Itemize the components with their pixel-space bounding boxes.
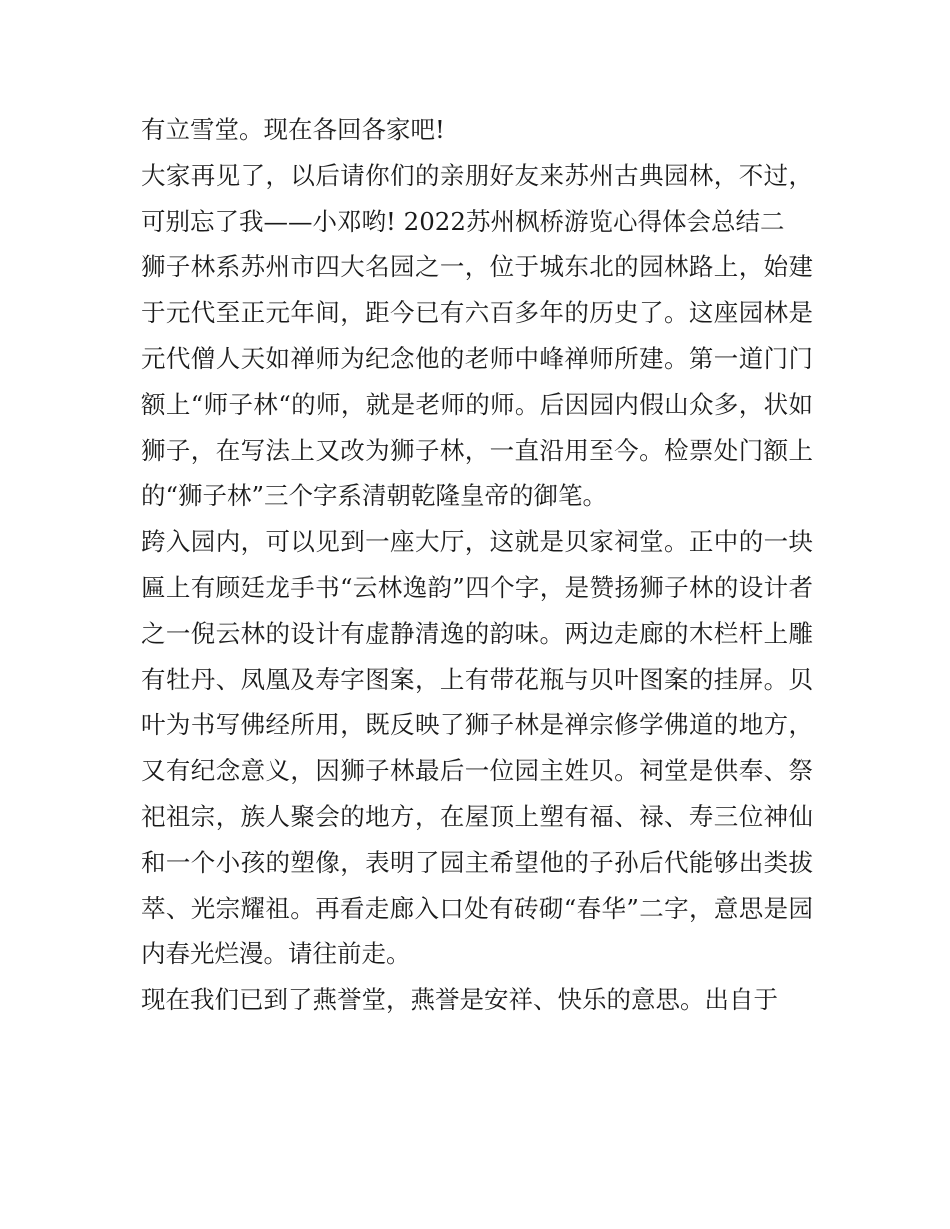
text-line: 的“狮子林”三个字系清朝乾隆皇帝的御笔。 <box>141 481 608 511</box>
text-line: 和一个小孩的塑像，表明了园主希望他的子孙后代能够出类拔 <box>141 847 813 877</box>
text-line: 有牡丹、凤凰及寿字图案，上有带花瓶与贝叶图案的挂屏。贝 <box>141 664 813 694</box>
text-line: 狮子，在写法上又改为狮子林，一直沿用至今。检票处门额上 <box>141 435 813 465</box>
text-line: 额上“师子林“的师，就是老师的师。后因园内假山众多，状如 <box>141 389 813 419</box>
document-body <box>141 107 813 1023</box>
text-line: 匾上有顾廷龙手书“云林逸韵”四个字，是赞扬狮子林的设计者 <box>141 572 813 602</box>
text-line: 又有纪念意义，因狮子林最后一位园主姓贝。祠堂是供奉、祭 <box>141 756 813 786</box>
text-line: 祀祖宗，族人聚会的地方，在屋顶上塑有福、禄、寿三位神仙 <box>141 801 813 831</box>
text-line: 叶为书写佛经所用，既反映了狮子林是禅宗修学佛道的地方， <box>141 710 813 740</box>
text-line: 元代僧人天如禅师为纪念他的老师中峰禅师所建。第一道门门 <box>141 343 813 373</box>
text-line: 有立雪堂。现在各回各家吧! <box>141 115 445 144</box>
text-line: 现在我们已到了燕誉堂，燕誉是安祥、快乐的意思。出自于 <box>141 985 778 1015</box>
text-line: 可别忘了我——小邓哟! 2022苏州枫桥游览心得体会总结二 <box>141 206 785 236</box>
text-line: 大家再见了，以后请你们的亲朋好友来苏州古典园林，不过， <box>141 160 813 190</box>
text-line: 狮子林系苏州市四大名园之一，位于城东北的园林路上，始建 <box>141 252 813 282</box>
text-line: 于元代至正元年间，距今已有六百多年的历史了。这座园林是 <box>141 298 813 328</box>
text-line: 内春光烂漫。请往前走。 <box>141 939 411 969</box>
text-line: 跨入园内，可以见到一座大厅，这就是贝家祠堂。正中的一块 <box>141 527 813 557</box>
text-line: 之一倪云林的设计有虚静清逸的韵味。两边走廊的木栏杆上雕 <box>141 618 813 648</box>
text-line: 萃、光宗耀祖。再看走廊入口处有砖砌“春华”二字，意思是园 <box>141 893 813 923</box>
